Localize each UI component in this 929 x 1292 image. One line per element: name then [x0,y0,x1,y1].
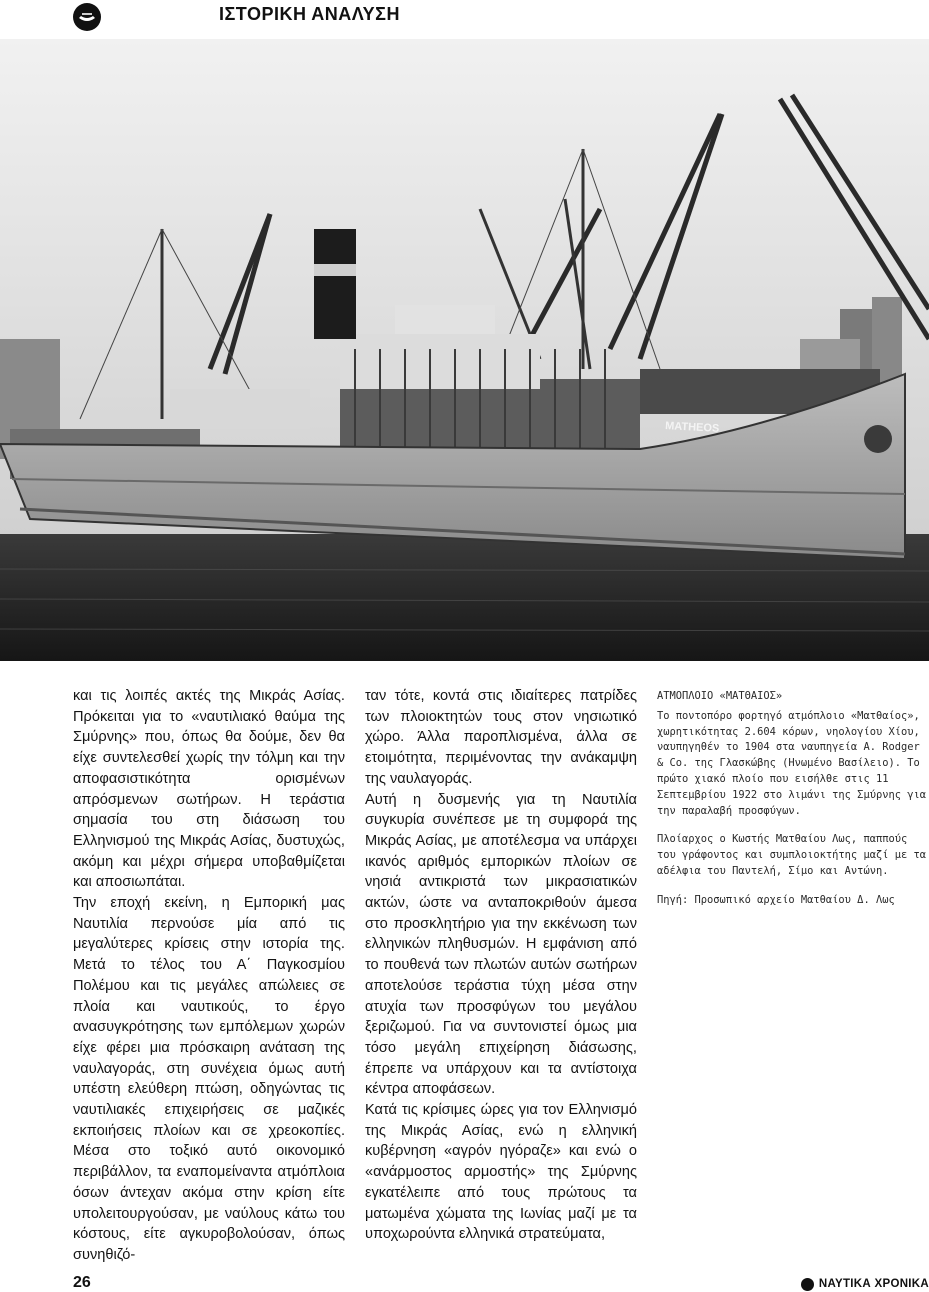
page-number: 26 [73,1274,91,1291]
article-paragraph: ταν τότε, κοντά στις ιδιαίτερες πατρίδες των πλοιοκτητών τους στον νησιωτικό χώρο. Άλλα παροπλισμένα, άλλα σε ετοιμότητα, περιμένοντας την ανάκαμψη της ναυλαγοράς. [365,688,637,787]
article-paragraph: Αυτή η δυσμενής για τη Ναυτιλία συγκυρία συνέπεσε με τη συμφορά της Μικράς Ασίας, με αποτέλεσμα να υπάρχει ικανός αριθμός εμπορικών πλοίων σε νησιά αντικριστά των μικρασιατικών ακτών, ώστε να ανταποκριθούν άμεσα στο προσκλητήριο για την εκκένωση των ελληνικών πληθυσμών. Η εμφάνιση από το πουθενά των πλωτών αυτών σωτήρων αποτελούσε τεράστια τύχη μέσα στην ατυχία των προσφύγων του μεγάλου ξεριζωμού. Για να συντονιστεί όμως μια τόσο μεγάλη επιχείρηση διάσωσης, έπρεπε να υπάρχουν και τα αντίστοιχα κέντρα αποφάσεων. [365,791,637,1098]
article-column-2 [365,686,637,1245]
magazine-logo-icon [73,3,101,31]
steamship-photo [0,39,929,661]
caption-text: Πλοίαρχος ο Κωστής Ματθαίου Λως, παππούς του γράφοντος και συμπλοιοκτήτης μαζί με τα αδέλφια του Παντελή, Σίμο και Αντώνη. [657,833,926,877]
magazine-logo-icon [801,1278,814,1291]
caption-text: Το ποντοπόρο φορτηγό ατμόπλοιο «Ματθαίος», χωρητικότητας 2.604 κόρων, νηολογίου Χίου, ναυπηγηθέν το 1904 στα ναυπηγεία A. Rodger & Co. της Γλασκώβης (Ηνωμένο Βασίλειο). Το πρώτο χιακό πλοίο που εισήλθε στις 11 Σεπτεμβρίου 1922 στο λιμάνι της Σμύρνης για την παραλαβή προσφύγων. [657,709,926,817]
article-column-1 [73,686,345,1266]
article-paragraph: Κατά τις κρίσιμες ώρες για τον Ελληνισμό της Μικράς Ασίας, ενώ η ελληνική κυβέρνηση «αγρόν ηγόραζε» και ενώ ο «ανάρμοστος αρμοστής» της Σμύρνης εγκατέλειπε από τους πρώτους τα ματωμένα χώματα της Ιωνίας μαζί με τα υποχωρούντα ελληνικά στρατεύματα, [365,1102,637,1243]
hull-name-text: MATHEOS [664,420,720,435]
article-paragraph: και τις λοιπές ακτές της Μικράς Ασίας. Πρόκειται για το «ναυτιλιακό θαύμα της Σμύρνης» που, όπως θα δούμε, δεν θα είχε συντελεσθεί χωρίς την τόλμη και την αποφασιστικότητα ορισμένων απρόσμενων σωτήρων. Η τεράστια σημασία του στη διάσωση του Ελληνισμού της Μικράς Ασίας, δυστυχώς, ακόμη και μέχρι σήμερα υποβαθμίζεται και αποσιωπάται. [73,688,345,891]
photo-caption [657,689,929,922]
page-header [0,0,929,38]
magazine-name: ΝΑΥΤΙΚΑ ΧΡΟΝΙΚΑ [818,1278,929,1290]
caption-title: ΑΤΜΟΠΛΟΙΟ «ΜΑΤΘΑΙΟΣ» [657,690,783,702]
section-title: ΙΣΤΟΡΙΚΗ ΑΝΑΛΥΣΗ [219,4,400,24]
caption-source: Πηγή: Προσωπικό αρχείο Ματθαίου Δ. Λως [657,893,895,906]
article-paragraph: Την εποχή εκείνη, η Εμπορική μας Ναυτιλία περνούσε μία από τις μεγαλύτερες κρίσεις στην ιστορία της. Μετά το τέλος του Α΄ Παγκοσμίου Πολέμου και τις μεγάλες απώλειες σε πλοία και ναυτικούς, το έργο ανασυγκρότησης των εμπόλεμων χωρών είχε φέρει μια πρόσκαιρη ανάταση της ναυλαγοράς, στη συνέχεια όμως αυτή υπέστη ελεύθερη πτώση, οδηγώντας τις ναυτιλιακές επιχειρήσεις σε μαζικές εκποιήσεις πλοίων και σε χρεοκοπίες. Μέσα στο τοξικό αυτό οικονομικό περιβάλλον, τα εναπομείναντα ατμόπλοια όσων άντεχαν ακόμα στην κρίση είτε υπολειτουργούσαν, με ναύλους κάτω του κόστους, είτε αγκυροβολούσαν, όπως συνηθιζό- [73,895,345,1263]
footer-brand [801,1276,929,1292]
